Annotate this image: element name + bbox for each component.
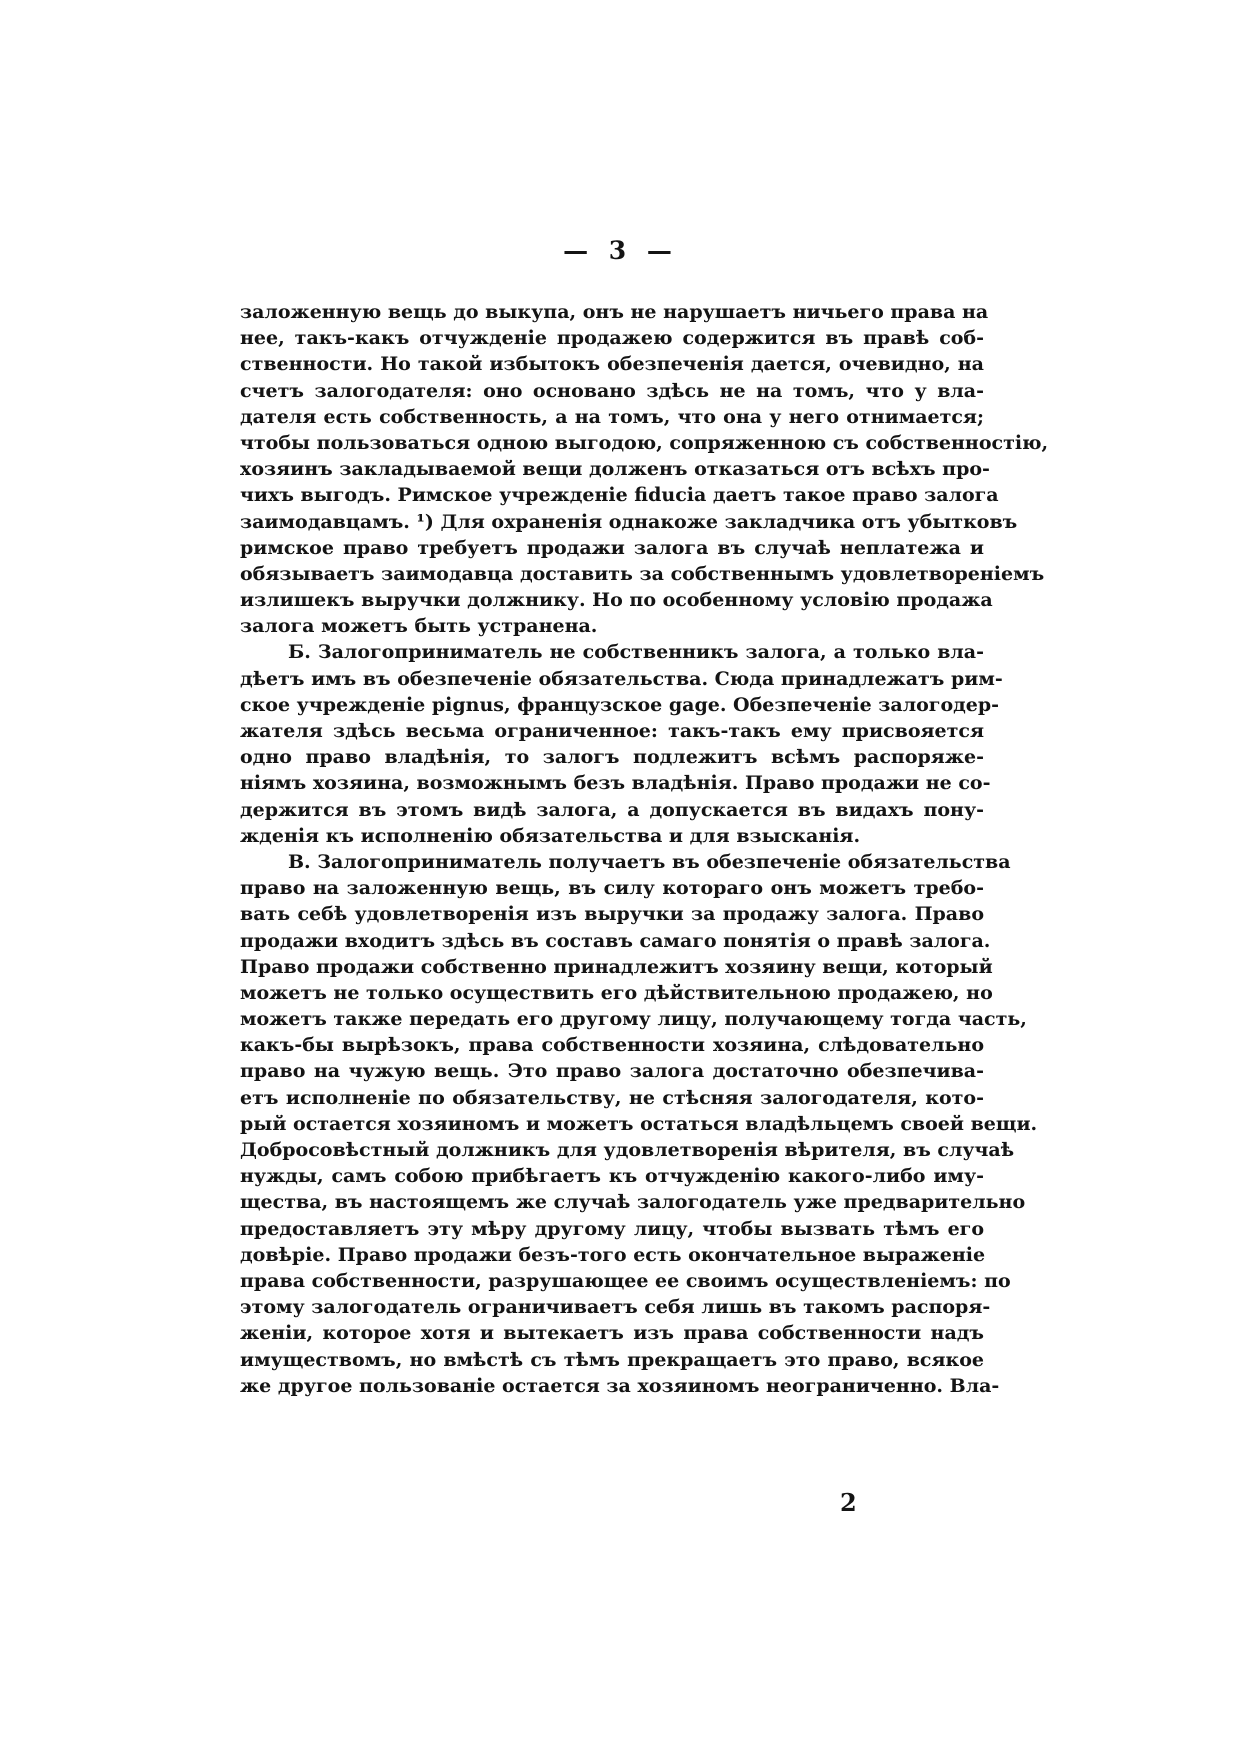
text-line: ственности. Но такой избытокъ обезпеченія дается, очевидно, на [240,353,984,376]
text-line: обязываетъ заимодавца доставить за собственнымъ удовлетвореніемъ [240,562,1045,585]
text-line: нужды, самъ собою прибѣгаетъ къ отчужденію какого-либо иму- [240,1165,984,1188]
text-line: чтобы пользоваться одною выгодою, сопряженною съ собственностію, [240,431,1049,454]
text-line: дателя есть собственность, а на томъ, что она у него отнимается; [240,405,984,428]
text-line: ское учрежденіе pignus, французское gage. Обезпеченіе залогодер- [240,693,1000,716]
text-line: жателя здѣсь весьма ограниченное: такъ-такъ ему присвояется [240,720,984,742]
text-line: Добросовѣстный должникъ для удовлетворенія вѣрителя, въ случаѣ [240,1139,1015,1161]
body-text [240,299,1049,1399]
text-line: рый остается хозяиномъ и можетъ остаться владѣльцемъ своей вещи. [240,1112,1038,1135]
text-line: етъ исполненіе по обязательству, не стѣсняя залогодателя, кото- [240,1086,984,1109]
text-line: можетъ также передать его другому лицу, получающему тогда часть, [240,1008,1027,1031]
text-line: женіи, которое хотя и вытекаетъ изъ права собственности надъ [240,1322,984,1345]
page-number: — 3 — [563,236,678,265]
text-line: счетъ залогодателя: оно основано здѣсь не на томъ, что у вла- [240,379,984,402]
text-line: римское право требуетъ продажи залога въ случаѣ неплатежа и [240,536,984,559]
text-line: залога можетъ быть устранена. [240,615,598,638]
text-line: заложенную вещь до выкупа, онъ не нарушаетъ ничьего права на [240,301,989,323]
text-line: право на чужую вещь. Это право залога достаточно обезпечива- [240,1060,984,1083]
text-line: какъ-бы вырѣзокъ, права собственности хозяина, слѣдовательно [240,1034,984,1057]
text-line: имуществомъ, но вмѣстѣ съ тѣмъ прекращаетъ это право, всякое [240,1348,984,1371]
paragraph [240,299,1049,639]
paragraph [240,639,1003,849]
text-line: заимодавцамъ. ¹) Для охраненія однакоже закладчика отъ убытковъ [240,510,1018,533]
text-line: Б. Залогоприниматель не собственникъ залога, а только вла- [288,641,984,664]
text-line: право на заложенную вещь, въ силу котораго онъ можетъ требо- [240,877,984,900]
text-line: права собственности, разрушающее ее своимъ осуществленіемъ: по [240,1269,1011,1292]
text-line: держится въ этомъ видѣ залога, а допускается въ видахъ пону- [240,798,984,821]
text-line: вать себѣ удовлетворенія изъ выручки за продажу залога. Право [240,903,984,926]
text-line: Право продажи собственно принадлежитъ хозяину вещи, который [240,955,993,978]
text-line: ніямъ хозяина, возможнымъ безъ владѣнія. Право продажи не со- [240,772,991,795]
text-line: этому залогодатель ограничиваетъ себя лишь въ такомъ распоря- [240,1296,991,1319]
text-line: жденія къ исполненію обязательства и для взысканія. [240,824,861,847]
text-line: предоставляетъ эту мѣру другому лицу, чтобы вызвать тѣмъ его [240,1217,984,1240]
text-line: одно право владѣнія, то залогъ подлежитъ всѣмъ распоряже- [240,746,984,769]
text-line: можетъ не только осуществить его дѣйствительною продажею, но [240,981,993,1004]
text-line: щества, въ настоящемъ же случаѣ залогодатель уже предварительно [240,1191,1026,1214]
text-line: чихъ выгодъ. Римское учрежденіе fiducia даетъ такое право залога [240,484,999,507]
text-line: нее, такъ-какъ отчужденіе продажею содержится въ правѣ соб- [240,327,984,350]
text-line: дѣетъ имъ въ обезпеченіе обязательства. Сюда принадлежатъ рим- [240,667,1003,690]
text-line: продажи входитъ здѣсь въ составъ самаго понятія о правѣ залога. [240,929,991,952]
text-line: довѣріе. Право продажи безъ-того есть окончательное выраженіе [240,1243,986,1266]
text-line: излишекъ выручки должнику. Но по особенному условію продажа [240,589,993,612]
text-line: хозяинъ закладываемой вещи долженъ отказаться отъ всѣхъ про- [240,458,990,481]
signature-mark: 2 [840,1488,857,1517]
paragraph [240,849,1038,1399]
text-line: В. Залогоприниматель получаетъ въ обезпеченіе обязательства [288,850,1011,873]
text-line: же другое пользованіе остается за хозяиномъ неограниченно. Вла- [240,1374,1000,1397]
